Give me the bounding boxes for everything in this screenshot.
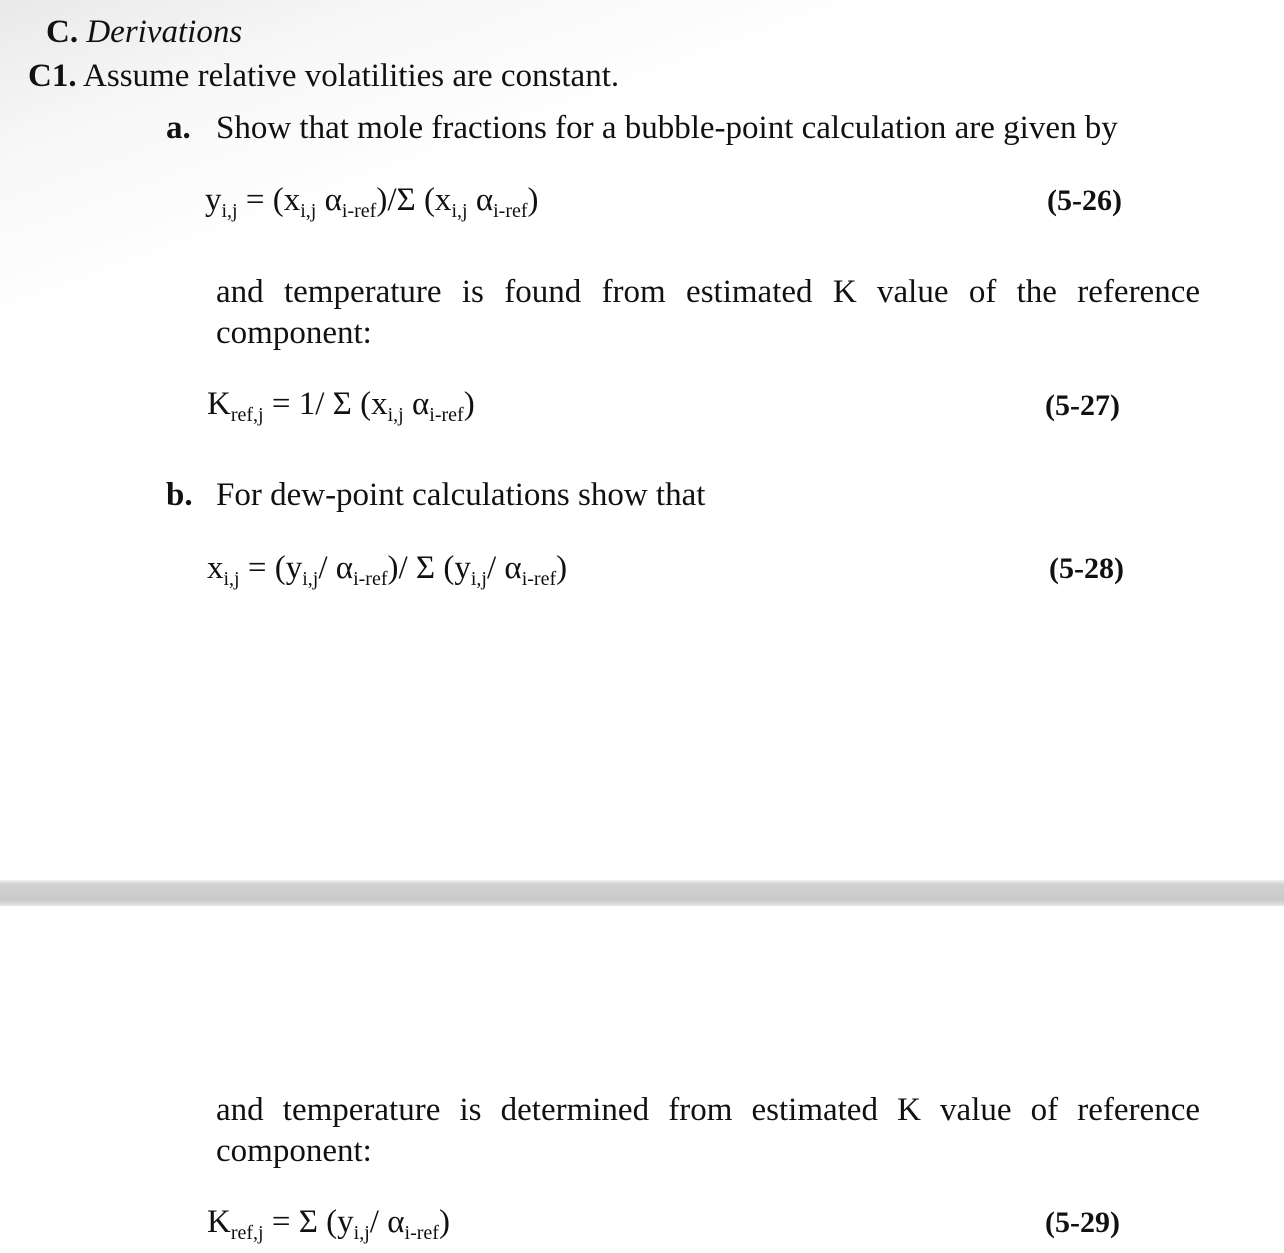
section-letter: C. [46,14,79,50]
part-a-text: Show that mole fractions for a bubble-point calculation are given by [216,110,1118,146]
equation-number-5-27: (5-27) [1045,389,1120,422]
part-b-paragraph: and temperature is determined from estimated K value of reference component: [216,1092,1200,1169]
part-b-heading [166,477,193,514]
question-label: C1. [28,58,77,94]
equation-5-26: $y_{i,j} = (x_{i,j}$ $\alpha_{i-ref})/\Sigma$ ($x_{i,j}$ $\alpha_{i-ref}$) [205,182,539,222]
equation-number-5-28: (5-28) [1049,552,1124,585]
part-a-marker: a. [166,110,191,146]
page-divider [0,880,1284,906]
part-a-paragraph: and temperature is found from estimated K value of the reference component: [216,274,1200,351]
equation-number-5-26: (5-26) [1047,184,1122,217]
question-heading [28,58,619,95]
section-heading [46,14,242,51]
equation-number-5-29: (5-29) [1045,1206,1120,1239]
page-bottom [0,906,1284,1253]
part-b-text: For dew-point calculations show that [216,477,706,513]
equation-5-29: $K_{ref,j} = \Sigma$ ($y_{i,j}/$ $\alpha_{i-ref}$) [207,1204,450,1244]
question-text: Assume relative volatilities are constant. [83,58,620,94]
equation-5-28: $x_{i,j} = (y_{i,j}/$ $\alpha_{i-ref})/$ Σ ($y_{i,j}/$ $\alpha_{i-ref}$) [207,550,568,590]
section-title: Derivations [86,14,243,50]
part-b-marker: b. [166,477,193,513]
part-a-heading [166,110,191,147]
equation-5-27: $K_{ref,j} = 1/$ Σ ($x_{i,j}$ $\alpha_{i-ref}$) [207,386,475,426]
